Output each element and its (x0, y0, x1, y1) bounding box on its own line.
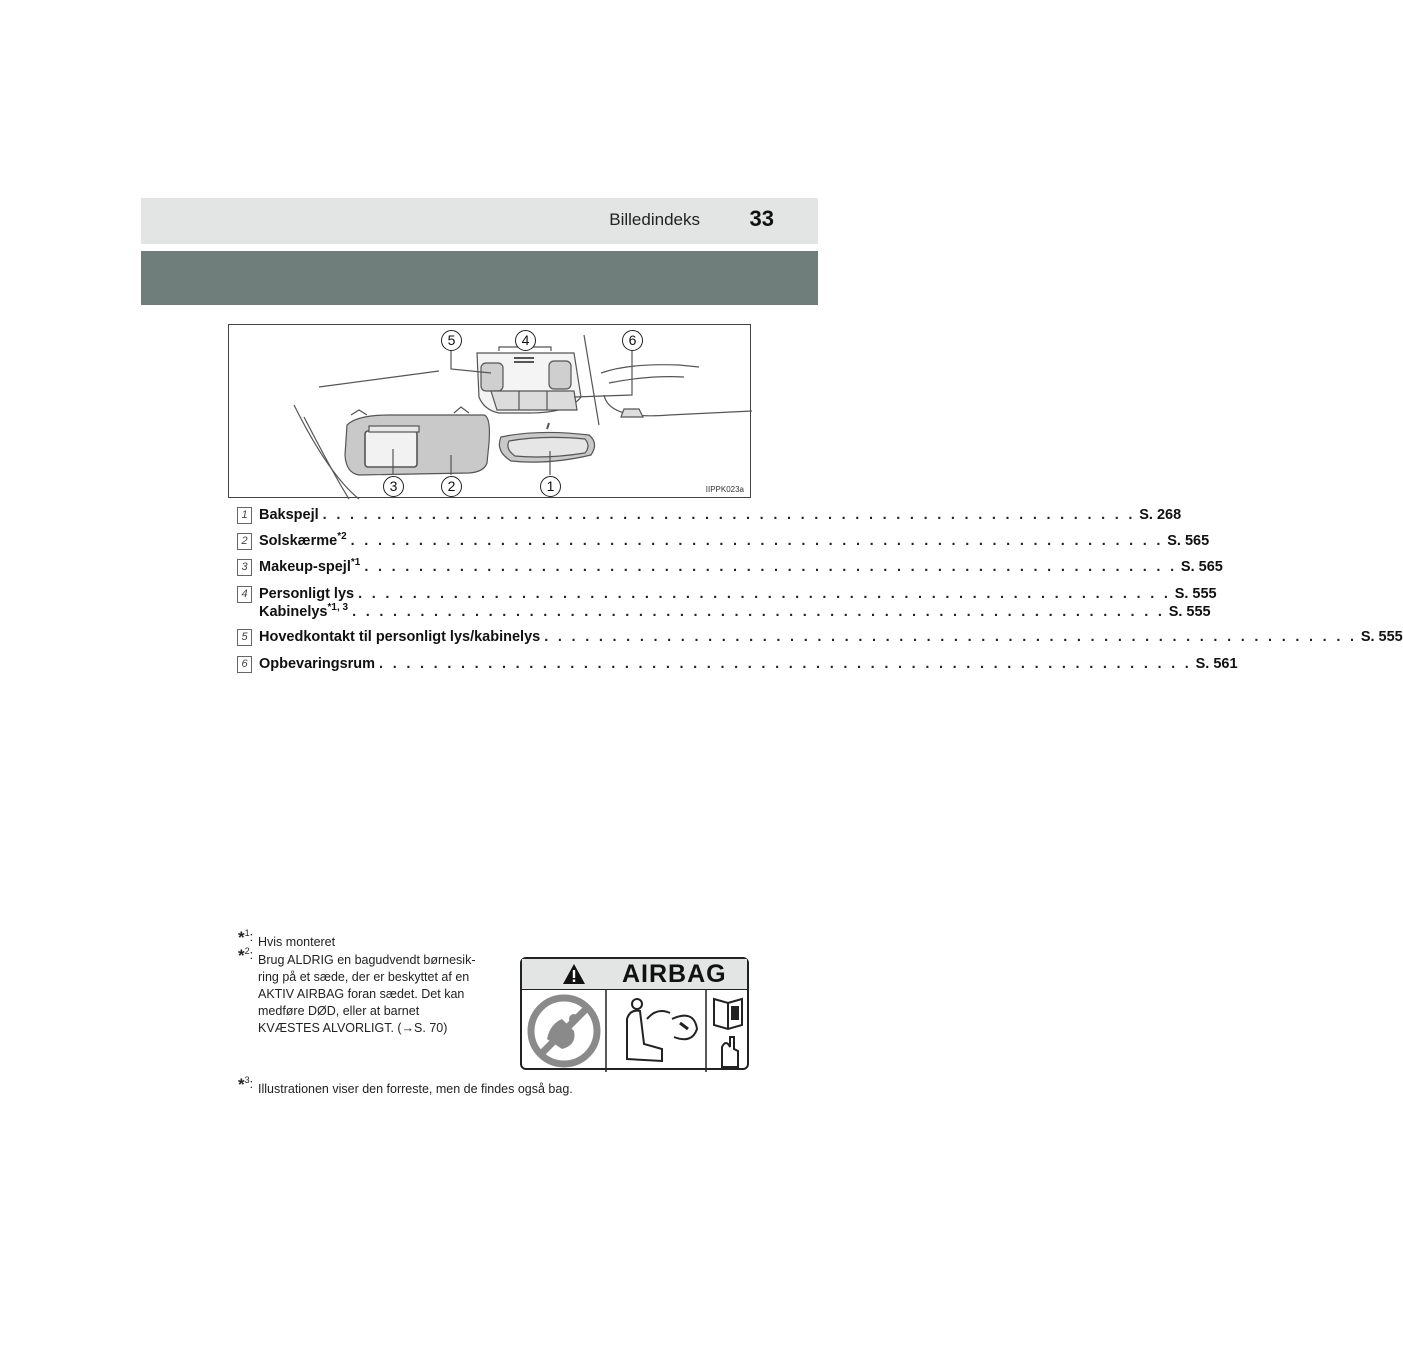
leader-dots: . . . . . . . . . . . . . . . . . . . . . . . . . . . . . . . . . . . . . . . . . . . . . . . . . . . . . . . . . . . . (322, 506, 1136, 523)
page-reference[interactable]: S. 555 (1168, 603, 1211, 620)
page-reference[interactable]: S. 565 (1180, 558, 1223, 575)
leader-dots: . . . . . . . . . . . . . . . . . . . . . . . . . . . . . . . . . . . . . . . . . . . . . . . . . . . . . . . . . . . . (358, 585, 1171, 602)
page-reference[interactable]: S. 555 (1174, 585, 1217, 602)
overhead-console-illustration (228, 324, 751, 498)
footnote-3: *$^3$: Illustrationen viser den forreste, men de findes også bag. (238, 1075, 253, 1095)
section-band (141, 251, 818, 305)
list-item (237, 557, 1223, 577)
item-number: 1 (237, 507, 252, 524)
warning-pictograms (522, 989, 751, 1072)
page-reference[interactable]: S. 268 (1139, 506, 1182, 523)
page-reference[interactable]: S. 565 (1167, 532, 1210, 549)
callout-5: 5 (441, 330, 462, 351)
footnote-text: Hvis monteret (258, 935, 336, 949)
callout-2: 2 (441, 476, 462, 497)
list-item (237, 584, 1217, 604)
callout-3: 3 (383, 476, 404, 497)
manual-info-icon (714, 999, 742, 1067)
warning-title: AIRBAG (622, 960, 727, 988)
footnote-text: ring på et sæde, der er beskyttet af en (258, 970, 470, 984)
figure-code: IIPPK023a (705, 485, 744, 494)
page-header (141, 198, 818, 244)
section-title: Billedindeks (609, 210, 700, 229)
leader-dots: . . . . . . . . . . . . . . . . . . . . . . . . . . . . . . . . . . . . . . . . . . . . . . . . . . . . . . . . . . . . (364, 558, 1177, 575)
leader-dots: . . . . . . . . . . . . . . . . . . . . . . . . . . . . . . . . . . . . . . . . . . . . . . . . . . . . . . . . . . . . (352, 603, 1165, 620)
footnote-text: Brug ALDRIG en bagudvendt børnesik- (258, 953, 476, 967)
footnote-text: medføre DØD, eller at barnet (258, 1004, 420, 1018)
list-item (237, 531, 1210, 551)
item-number: 3 (237, 559, 252, 576)
list-item (237, 627, 1403, 647)
leader-dots: . . . . . . . . . . . . . . . . . . . . . . . . . . . . . . . . . . . . . . . . . . . . . . . . . . . . . . . . . . . . (379, 655, 1192, 672)
footnote-text: KVÆSTES ALVORLIGT. (→S. 70) (258, 1021, 448, 1035)
callout-1: 1 (540, 476, 561, 497)
item-label: Solskærme$^{*2}$ (259, 531, 347, 549)
car-interior-drawing (229, 325, 752, 499)
footnote-1: *$^1$: Hvis monteret (238, 928, 253, 948)
warning-header (522, 959, 747, 990)
footnote-2: *$^2$: Brug ALDRIG en bagudvendt børnesik- ring på et sæde, der er beskyttet af en AKTIV AIRBAG foran sædet. Det kan medføre DØD, eller at barnet KVÆSTES ALVORLIGT. (→S. 70) (238, 946, 253, 966)
page-reference[interactable]: S. 555 (1360, 628, 1403, 645)
leader-dots: . . . . . . . . . . . . . . . . . . . . . . . . . . . . . . . . . . . . . . . . . . . . . . . . . . . . . . . . . . . . (544, 628, 1357, 645)
item-number: 4 (237, 586, 252, 603)
airbag-deploy-icon (627, 999, 697, 1061)
item-label: Hovedkontakt til personligt lys/kabinelys (259, 628, 541, 645)
no-rear-facing-child-seat-icon (531, 998, 597, 1064)
item-label: Personligt lys (259, 585, 355, 602)
item-number: 6 (237, 656, 252, 673)
footnote-text: Illustrationen viser den forreste, men de findes også bag. (258, 1082, 573, 1096)
item-label: Kabinelys$^{*1, 3}$ (259, 602, 349, 620)
item-label: Makeup-spejl$^{*1}$ (259, 557, 361, 575)
list-item (237, 602, 1211, 622)
item-label: Opbevaringsrum (259, 655, 376, 672)
item-label: Bakspejl (259, 506, 319, 523)
list-item (237, 654, 1238, 674)
page-number: 33 (749, 206, 774, 231)
callout-6: 6 (622, 330, 643, 351)
leader-dots: . . . . . . . . . . . . . . . . . . . . . . . . . . . . . . . . . . . . . . . . . . . . . . . . . . . . . . . . . . . . (350, 532, 1164, 549)
item-number: 2 (237, 533, 252, 550)
footnote-text: AKTIV AIRBAG foran sædet. Det kan (258, 987, 465, 1001)
callout-4: 4 (515, 330, 536, 351)
warning-triangle-icon (562, 963, 586, 985)
item-number: 5 (237, 629, 252, 646)
list-item (237, 505, 1182, 525)
page-reference[interactable]: S. 561 (1195, 655, 1238, 672)
airbag-warning-label (520, 957, 749, 1070)
